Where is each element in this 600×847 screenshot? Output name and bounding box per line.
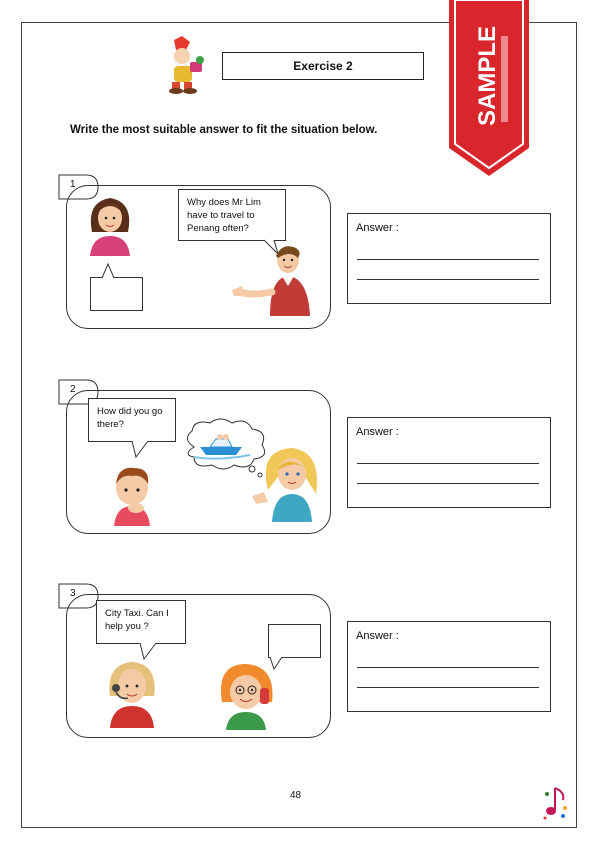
question-number: 1: [70, 179, 76, 190]
answer-line[interactable]: [357, 463, 539, 464]
answer-box-2[interactable]: [347, 417, 551, 508]
sample-watermark-text: SAMPLE: [474, 25, 501, 126]
sample-watermark: [449, 0, 529, 176]
answer-line[interactable]: [357, 279, 539, 280]
exercise-title-text: Exercise 2: [293, 59, 353, 73]
instruction-text: Write the most suitable answer to fit the situation below.: [70, 124, 378, 136]
speech-bubble-tail: [100, 264, 116, 278]
answer-label: Answer :: [356, 222, 399, 234]
page-number: 48: [290, 790, 302, 801]
question-number: 2: [70, 384, 76, 395]
speech-bubble: [178, 189, 286, 241]
speech-bubble: [88, 398, 176, 442]
music-note-logo-icon: [541, 784, 571, 822]
dwarf-mascot-icon: [160, 36, 212, 94]
answer-label: Answer :: [356, 630, 399, 642]
boy-character-icon: [106, 462, 158, 526]
exercise-title: [222, 52, 424, 80]
question-number: 3: [70, 588, 76, 599]
woman-character-icon: [82, 192, 138, 256]
speech-bubble-tail: [132, 441, 154, 459]
speech-bubble: [96, 600, 186, 644]
man-character-icon: [232, 242, 318, 316]
speech-text: How did you go there?: [97, 406, 163, 430]
empty-speech-bubble: [90, 277, 143, 311]
answer-line[interactable]: [357, 259, 539, 260]
answer-label: Answer :: [356, 426, 399, 438]
speech-text: City Taxi. Can I help you ?: [105, 608, 169, 632]
answer-line[interactable]: [357, 687, 539, 688]
caller-character-icon: [214, 662, 280, 730]
answer-line[interactable]: [357, 483, 539, 484]
answer-line[interactable]: [357, 667, 539, 668]
girl-character-icon: [250, 444, 326, 522]
speech-text: Why does Mr Lim have to travel to Penang often?: [187, 197, 261, 234]
empty-speech-bubble: [268, 624, 321, 658]
operator-character-icon: [104, 656, 160, 728]
answer-box-1[interactable]: [347, 213, 551, 304]
answer-box-3[interactable]: [347, 621, 551, 712]
